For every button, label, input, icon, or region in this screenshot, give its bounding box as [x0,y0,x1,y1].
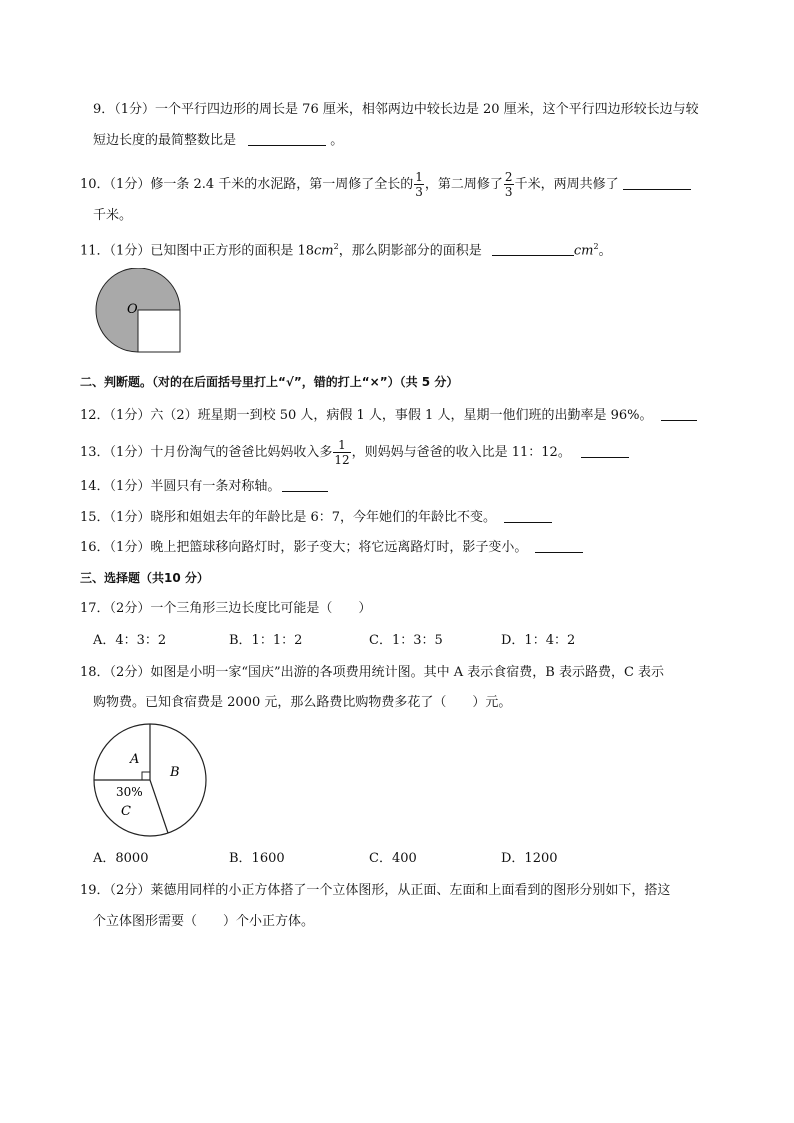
q18-option-d[interactable]: D．1200 [501,851,558,866]
q17-line: 17．（2分）一个三角形三边长度比可能是（ ） [80,601,372,616]
q15-text: 15．（1分）晓彤和姐姐去年的年龄比是 6：7，今年她们的年龄比不变。 [80,510,496,525]
fraction [504,170,514,199]
fraction-numerator: 1 [333,438,350,453]
q11-text-2: ，那么阴影部分的面积是 [338,243,482,259]
unit: cm [314,243,334,259]
q15-line [80,508,552,527]
q9-line2-text: 短边长度的最简整数比是 [93,133,237,148]
fraction [333,438,350,467]
fraction-denominator: 12 [334,453,350,467]
q16-text: 16．（1分）晚上把篮球移向路灯时，影子变大；将它远离路灯时，影子变小。 [80,540,528,555]
answer-blank[interactable] [661,406,697,421]
q17-option-d[interactable]: D．1：4：2 [501,633,576,648]
pie-label-c: C [121,804,131,819]
q11-text-1: 11．（1分）已知图中正方形的面积是 18 [80,243,314,259]
section-heading: 三、选择题（共10 分） [80,571,209,585]
fraction-denominator: 3 [504,185,513,199]
fraction [414,170,424,199]
square [138,310,180,352]
q17-option-b[interactable]: B．1：1：2 [229,633,303,648]
q11-line1 [80,238,612,260]
answer-blank[interactable] [282,477,328,492]
answer-blank[interactable] [535,538,583,553]
q18-option-b[interactable]: B．1600 [229,851,285,866]
pie-label-c-percent: 30% [116,785,143,799]
answer-blank[interactable] [581,443,629,458]
section-heading: 二、判断题。（对的在后面括号里打上“√”，错的打上“×”）（共 5 分） [80,375,459,389]
center-label: O [127,302,138,317]
q14-line [80,477,328,496]
q18-option-c[interactable]: C．400 [369,851,417,866]
q18-line1: 18．（2分）如图是小明一家“国庆”出游的各项费用统计图。其中 A 表示食宿费，B 表示路费，C 表示 [80,665,665,680]
q17-option-a[interactable]: A．4：3：2 [93,633,167,648]
pie-chart-figure [90,722,212,842]
q10-text-2: ，第二周修了 [424,177,503,192]
unit-exponent: 2 [593,242,599,251]
q10-line2: 千米。 [93,208,133,223]
q17-option-c[interactable]: C．1：3：5 [369,633,443,648]
pie-label-a: A [130,752,140,767]
q10-text-1: 10．（1分）修一条 2.4 千米的水泥路，第一周修了全长的 [80,177,414,192]
q12-line [80,406,697,425]
q9-line1: 9．（1分）一个平行四边形的周长是 76 厘米，相邻两边中较长边是 20 厘米，这个平行四边形较长边与较 [93,102,699,117]
q13-line [80,438,629,467]
fraction-numerator: 2 [504,170,513,184]
pie-label-b: B [170,765,180,780]
q11-end: 。 [598,243,612,259]
unit-exponent: 2 [333,242,339,251]
q19-line1: 19．（2分）莱德用同样的小正方体搭了一个立体图形，从正面、左面和上面看到的图形分别如下，搭这 [80,883,671,898]
answer-blank[interactable] [504,508,552,523]
answer-blank[interactable] [623,175,691,190]
shaded-circle-figure [90,268,186,360]
fraction-numerator: 1 [415,170,423,184]
q13-text-2: ，则妈妈与爸爸的收入比是 11：12。 [351,445,571,460]
q9-line2 [93,131,343,150]
q14-text: 14．（1分）半圆只有一条对称轴。 [80,479,281,494]
q18-line2: 购物费。已知食宿费是 2000 元，那么路费比购物费多花了（ ）元。 [93,695,512,710]
q19-line2: 个立体图形需要（ ）个小正方体。 [93,914,315,929]
q13-text-1: 13．（1分）十月份淘气的爸爸比妈妈收入多 [80,445,333,460]
q16-line [80,538,583,557]
q10-text-3: 千米，两周共修了 [514,177,619,192]
fraction-denominator: 3 [415,185,423,199]
q18-option-a[interactable]: A．8000 [93,851,149,866]
q12-text: 12．（1分）六（2）班星期一到校 50 人，病假 1 人，事假 1 人，星期一他们班的出勤率是 96%。 [80,408,653,423]
unit: cm [573,243,594,259]
answer-blank[interactable] [248,131,326,146]
q10-line1 [80,170,691,199]
q9-line2-end: 。 [330,133,344,148]
answer-blank[interactable] [492,241,574,256]
